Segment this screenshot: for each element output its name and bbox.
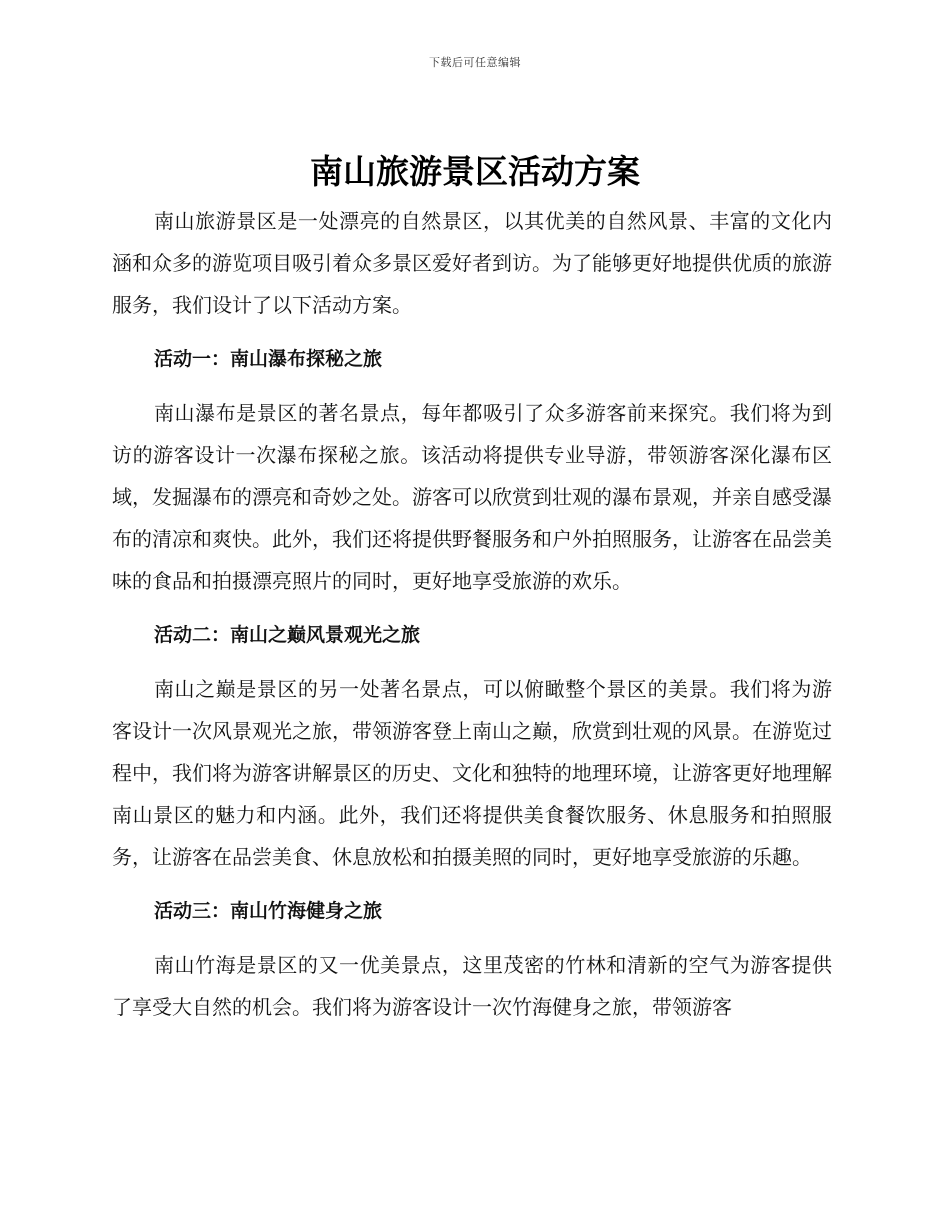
- document-body: [112, 200, 832, 1028]
- section-body-3: 南山竹海是景区的又一优美景点，这里茂密的竹林和清新的空气为游客提供了享受大自然的机会。我们将为游客设计一次竹海健身之旅，带领游客: [112, 953, 832, 1019]
- intro-paragraph: 南山旅游景区是一处漂亮的自然景区，以其优美的自然风景、丰富的文化内涵和众多的游览项目吸引着众多景区爱好者到访。为了能够更好地提供优质的旅游服务，我们设计了以下活动方案。: [112, 209, 832, 317]
- section-body-1: 南山瀑布是景区的著名景点，每年都吸引了众多游客前来探究。我们将为到访的游客设计一次瀑布探秘之旅。该活动将提供专业导游，带领游客深化瀑布区域，发掘瀑布的漂亮和奇妙之处。游客可以欣赏到壮观的瀑布景观，并亲自感受瀑布的清凉和爽快。此外，我们还将提供野餐服务和户外拍照服务，让游客在品尝美味的食品和拍摄漂亮照片的同时，更好地享受旅游的欢乐。: [112, 401, 832, 593]
- section-body-2: 南山之巅是景区的另一处著名景点，可以俯瞰整个景区的美景。我们将为游客设计一次风景观光之旅，带领游客登上南山之巅，欣赏到壮观的风景。在游览过程中，我们将为游客讲解景区的历史、文化和独特的地理环境，让游客更好地理解南山景区的魅力和内涵。此外，我们还将提供美食餐饮服务、休息服务和拍照服务，让游客在品尝美食、休息放松和拍摄美照的同时，更好地享受旅游的乐趣。: [112, 677, 832, 869]
- section-heading-1: 活动一：南山瀑布探秘之旅: [154, 348, 383, 370]
- header-note: 下载后可任意编辑: [429, 56, 521, 69]
- document-title: 南山旅游景区活动方案: [310, 152, 640, 191]
- section-heading-2: 活动二：南山之巅风景观光之旅: [154, 624, 421, 646]
- section-heading-3: 活动三：南山竹海健身之旅: [154, 900, 383, 922]
